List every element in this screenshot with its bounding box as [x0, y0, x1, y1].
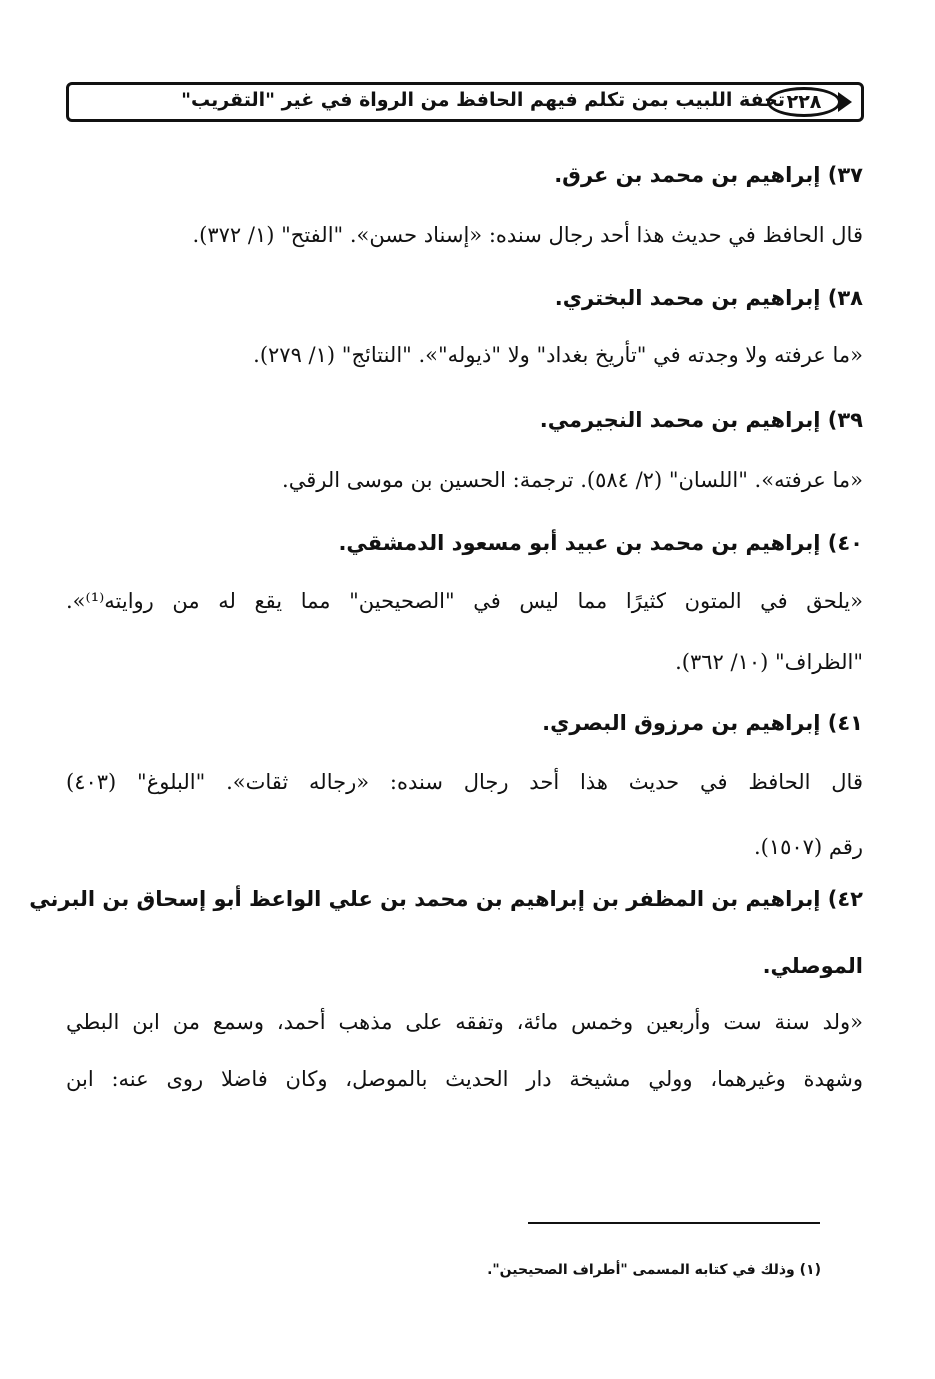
- entry-text-line: «ما عرفته». "اللسان" (٢/ ٥٨٤). ترجمة: الحسين بن موسى الرقي.: [282, 468, 863, 492]
- page-number-arrow-icon: [838, 92, 852, 112]
- entry-text-line: «ولد سنة ست وأربعين وخمس مائة، وتفقه على مذهب أحمد، وسمع من ابن البطي: [66, 1010, 863, 1034]
- entry-text-line: "الظراف" (١٠/ ٣٦٢).: [675, 650, 863, 674]
- entry-text-line: وشهدة وغيرهما، وولي مشيخة دار الحديث بالموصل، وكان فاضلا روى عنه: ابن: [66, 1067, 863, 1091]
- entry-text-line: «ما عرفته ولا وجدته في "تأريخ بغداد" ولا "ذيوله"». "النتائج" (١/ ٢٧٩).: [253, 343, 863, 367]
- entry-text-line: قال الحافظ في حديث هذا أحد رجال سنده: «رجاله ثقات». "البلوغ" (٤٠٣): [66, 770, 863, 794]
- footnote-separator: [528, 1222, 820, 1224]
- entry-heading: الموصلي.: [762, 954, 863, 978]
- entry-heading: ٣٩) إبراهيم بن محمد النجيرمي.: [539, 408, 863, 432]
- entry-heading: ٣٨) إبراهيم بن محمد البختري.: [554, 286, 863, 310]
- entry-heading: ٣٧) إبراهيم بن محمد بن عرق.: [554, 163, 863, 187]
- running-header-title: تحفة اللبيب بمن تكلم فيهم الحافظ من الرواة في غير "التقريب": [181, 89, 785, 111]
- footnote: (١) وذلك في كتابه المسمى "أطراف الصحيحين".: [487, 1262, 821, 1278]
- entry-text-line: قال الحافظ في حديث هذا أحد رجال سنده: «إسناد حسن». "الفتح" (١/ ٣٧٢).: [192, 223, 863, 247]
- entry-text-line: «يلحق في المتون كثيرًا مما ليس في "الصحيحين" مما يقع له من روايته⁽¹⁾».: [66, 589, 863, 613]
- entry-heading: ٤٢) إبراهيم بن المظفر بن إبراهيم بن محمد بن علي الواعظ أبو إسحاق بن البرني: [29, 887, 863, 911]
- entry-text-line: رقم (١٥٠٧).: [753, 835, 863, 859]
- page-number-badge: ٢٢٨: [767, 87, 841, 117]
- entry-heading: ٤٠) إبراهيم بن محمد بن عبيد أبو مسعود الدمشقي.: [338, 531, 863, 555]
- entry-heading: ٤١) إبراهيم بن مرزوق البصري.: [542, 711, 863, 735]
